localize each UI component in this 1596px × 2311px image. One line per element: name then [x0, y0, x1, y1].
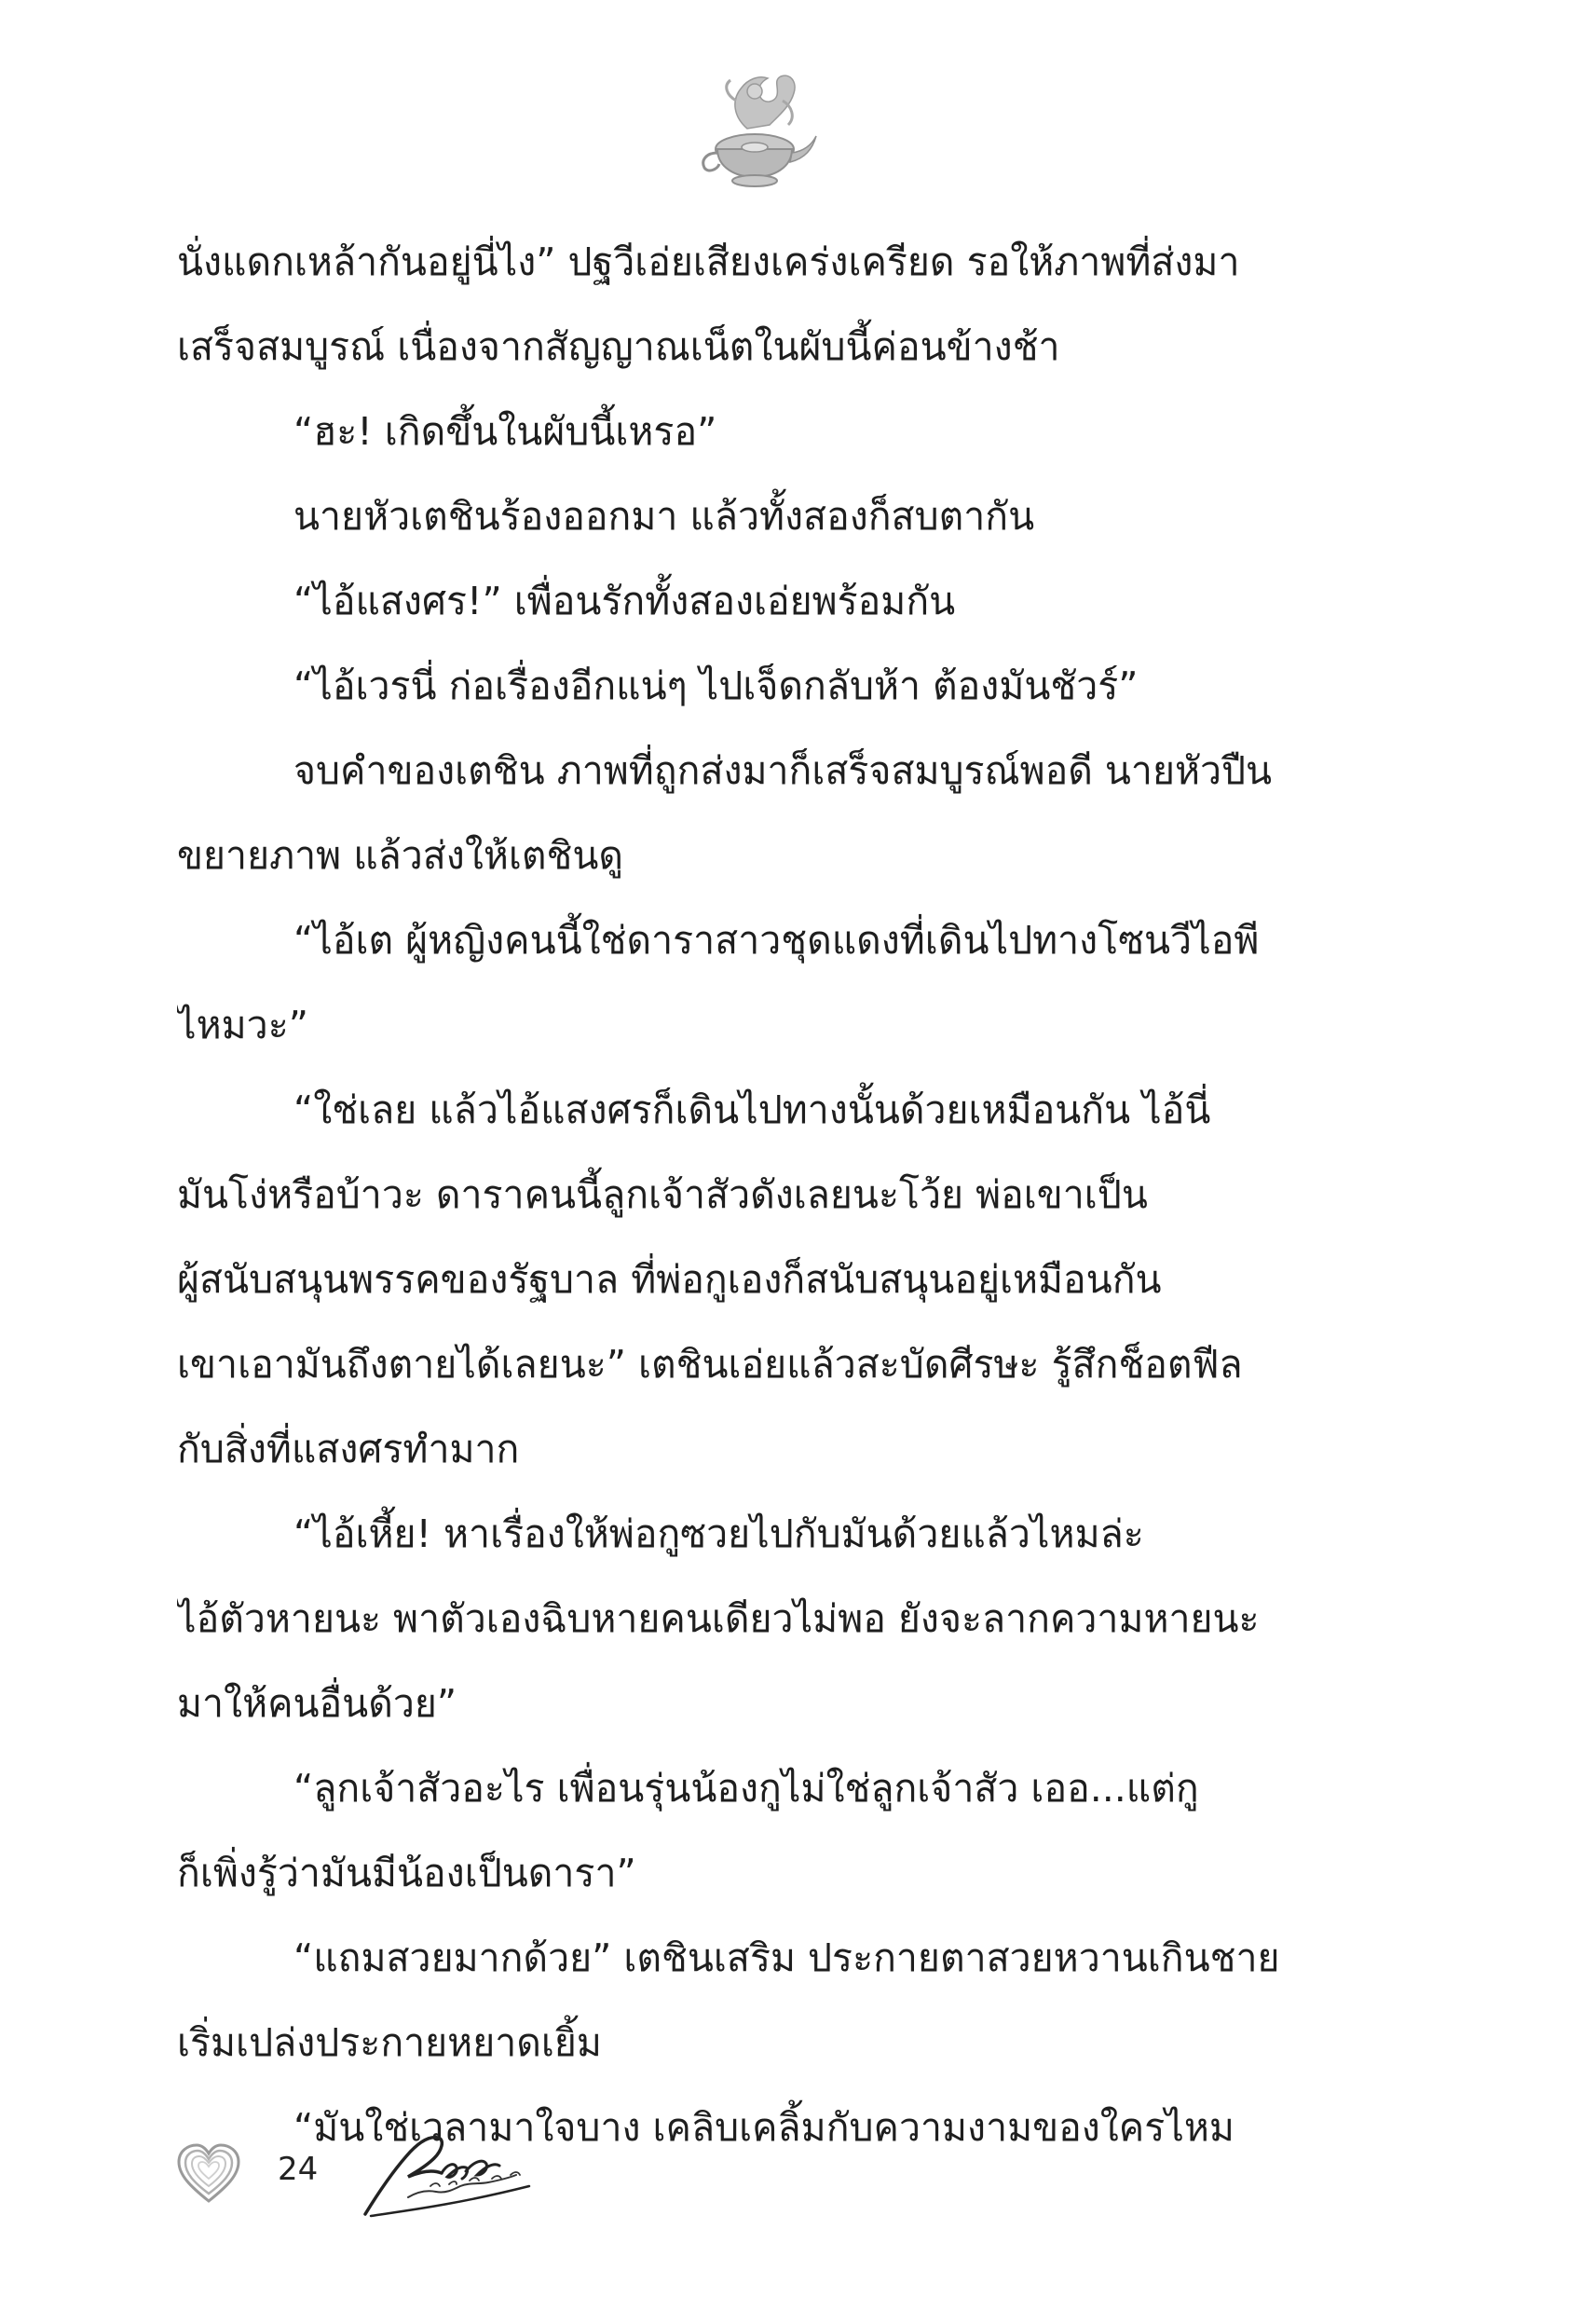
paragraph-line: “แถมสวยมากด้วย” เตชินเสริม ประกายตาสวยหวานเกินชาย — [293, 1935, 1280, 1980]
paragraph-line: นายหัวเตชินร้องออกมา แล้วทั้งสองก็สบตากัน — [293, 494, 1035, 539]
paragraph-line: ขยายภาพ แล้วส่งให้เตชินดู — [177, 833, 623, 878]
paragraph-line: “ฮะ! เกิดขึ้นในผับนี้เหรอ” — [293, 409, 717, 454]
paragraph-line: ไหมวะ” — [177, 1003, 308, 1047]
paragraph-line: มาให้คนอื่นด้วย” — [177, 1681, 457, 1726]
paragraph-line: นั่งแดกเหล้ากันอยู่นี่ไง” ปฐวีเอ่ยเสียงเคร่งเครียด รอให้ภาพที่ส่งมา — [177, 239, 1240, 284]
paragraph-line: มันโง่หรือบ้าวะ ดาราคนนี้ลูกเจ้าสัวดังเลยนะโว้ย พ่อเขาเป็น — [177, 1172, 1148, 1217]
lamp-ornament-icon — [689, 63, 820, 203]
paragraph-line: “ใช่เลย แล้วไอ้แสงศรก็เดินไปทางนั้นด้วยเหมือนกัน ไอ้นี่ — [293, 1087, 1211, 1132]
page-number: 24 — [278, 2151, 319, 2188]
author-signature-logo — [352, 2125, 548, 2222]
paragraph-line: “ไอ้เวรนี่ ก่อเรื่องอีกแน่ๆ ไปเจ็ดกลับห้า ต้องมันชัวร์” — [293, 663, 1139, 708]
body-text — [177, 220, 1332, 2170]
paragraph-line: ก็เพิ่งรู้ว่ามันมีน้องเป็นดารา” — [177, 1851, 636, 1895]
paragraph-line: จบคำของเตชิน ภาพที่ถูกส่งมาก็เสร็จสมบูรณ์พอดี นายหัวปืน — [293, 748, 1273, 793]
page-footer — [175, 2125, 566, 2227]
paragraph-line: เขาเอามันถึงตายได้เลยนะ” เตชินเอ่ยแล้วสะบัดศีรษะ รู้สึกช็อตฟีล — [177, 1342, 1243, 1387]
paragraph-line: “ไอ้เต ผู้หญิงคนนี้ใช่ดาราสาวชุดแดงที่เดินไปทางโซนวีไอพี — [293, 918, 1260, 963]
paragraph-line: ผู้สนับสนุนพรรคของรัฐบาล ที่พ่อกูเองก็สนับสนุนอยู่เหมือนกัน — [177, 1257, 1162, 1302]
paragraph-line: “ไอ้แสงศร!” เพื่อนรักทั้งสองเอ่ยพร้อมกัน — [293, 579, 956, 623]
paragraph-line: “มันใช่เวลามาใจบาง เคลิบเคลิ้มกับความงามของใครไหม — [293, 2105, 1235, 2150]
paragraph-line: ไอ้ตัวหายนะ พาตัวเองฉิบหายคนเดียวไม่พอ ยังจะลากความหายนะ — [177, 1596, 1260, 1641]
paragraph-line: กับสิ่งที่แสงศรทำมาก — [177, 1427, 520, 1471]
heart-icon — [175, 2141, 242, 2205]
paragraph-line: “ลูกเจ้าสัวอะไร เพื่อนรุ่นน้องกูไม่ใช่ลูกเจ้าสัว เออ...แต่กู — [293, 1766, 1199, 1811]
paragraph-line: “ไอ้เหี้ย! หาเรื่องให้พ่อกูซวยไปกับมันด้วยแล้วไหมล่ะ — [293, 1511, 1144, 1556]
paragraph-line: เริ่มเปล่งประกายหยาดเยิ้ม — [177, 2020, 602, 2065]
paragraph-line: เสร็จสมบูรณ์ เนื่องจากสัญญาณเน็ตในผับนี้ค่อนข้างช้า — [177, 324, 1060, 369]
